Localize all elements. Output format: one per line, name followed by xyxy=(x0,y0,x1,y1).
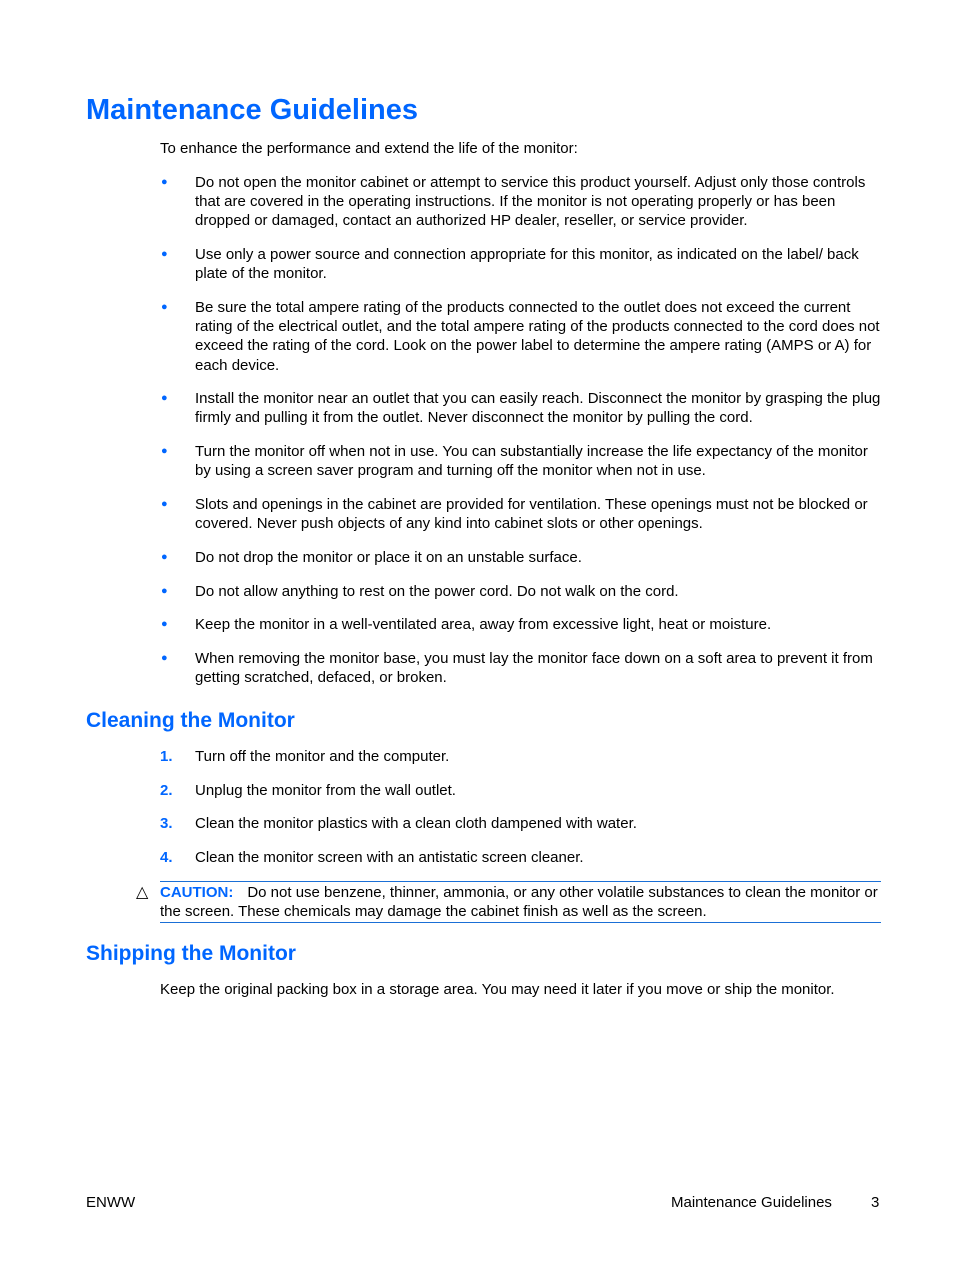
intro-text: To enhance the performance and extend the life of the monitor: xyxy=(160,140,578,157)
step-text: Turn off the monitor and the computer. xyxy=(195,748,450,765)
guideline-item xyxy=(160,615,882,634)
cleaning-step xyxy=(160,781,882,800)
guideline-text: Be sure the total ampere rating of the products connected to the outlet does not exceed the current rating of the electrical outlet, and the total ampere rating of the products connected to the cord does not exceed the rating of the cord. Look on the power label to determine the ampere rating (AMPS or A) for each device. xyxy=(195,299,880,374)
bullet-icon: ● xyxy=(161,392,168,404)
guideline-item xyxy=(160,548,882,567)
shipping-heading: Shipping the Monitor xyxy=(86,942,296,965)
bullet-icon: ● xyxy=(161,498,168,510)
bullet-icon: ● xyxy=(161,301,168,313)
guideline-item xyxy=(160,173,882,231)
guideline-item xyxy=(160,495,882,533)
guideline-text: When removing the monitor base, you must lay the monitor face down on a soft area to prevent it from getting scratched, defaced, or broken. xyxy=(195,650,873,687)
bullet-icon: ● xyxy=(161,551,168,563)
guideline-text: Do not open the monitor cabinet or attempt to service this product yourself. Adjust only those controls that are covered in the operating instructions. If the monitor is not operating properly or has been dropped or damaged, contact an authorized HP dealer, reseller, or service provider. xyxy=(195,174,866,230)
bullet-icon: ● xyxy=(161,176,168,188)
step-number: 4. xyxy=(160,849,173,866)
bullet-icon: ● xyxy=(161,652,168,664)
guideline-text: Keep the monitor in a well-ventilated area, away from excessive light, heat or moisture. xyxy=(195,616,772,633)
cleaning-step xyxy=(160,848,882,867)
guideline-text: Install the monitor near an outlet that you can easily reach. Disconnect the monitor by grasping the plug firmly and pulling it from the outlet. Never disconnect the monitor by pulling the cord. xyxy=(195,390,881,427)
cleaning-heading: Cleaning the Monitor xyxy=(86,709,295,732)
caution-triangle-icon: △ xyxy=(136,884,149,901)
cleaning-step xyxy=(160,814,882,833)
guideline-text: Turn the monitor off when not in use. You can substantially increase the life expectancy of the monitor by using a screen saver program and turning off the monitor when not in use. xyxy=(195,443,868,480)
page-number: 3 xyxy=(871,1194,880,1211)
step-text: Clean the monitor screen with an antistatic screen cleaner. xyxy=(195,849,584,866)
guideline-text: Do not drop the monitor or place it on an unstable surface. xyxy=(195,549,582,566)
caution-label: CAUTION: xyxy=(160,884,234,901)
guideline-item xyxy=(160,442,882,480)
guideline-item xyxy=(160,389,882,427)
guideline-item xyxy=(160,298,882,375)
guideline-text: Use only a power source and connection appropriate for this monitor, as indicated on the label/ back plate of the monitor. xyxy=(195,246,859,283)
step-number: 1. xyxy=(160,748,173,765)
bullet-icon: ● xyxy=(161,248,168,260)
page-title: Maintenance Guidelines xyxy=(86,94,418,126)
bullet-icon: ● xyxy=(161,585,168,597)
guideline-text: Slots and openings in the cabinet are provided for ventilation. These openings must not be blocked or covered. Never push objects of any kind into cabinet slots or other openings. xyxy=(195,496,868,533)
guideline-item xyxy=(160,245,882,283)
step-number: 3. xyxy=(160,815,173,832)
caution-text: Do not use benzene, thinner, ammonia, or any other volatile substances to clean the monitor or the screen. These chemicals may damage the cabinet finish as well as the screen. xyxy=(160,884,878,921)
step-text: Unplug the monitor from the wall outlet. xyxy=(195,782,456,799)
footer-section-title: Maintenance Guidelines xyxy=(671,1194,832,1211)
bullet-icon: ● xyxy=(161,618,168,630)
guideline-item xyxy=(160,582,882,601)
cleaning-step xyxy=(160,747,882,766)
footer-left: ENWW xyxy=(86,1194,136,1211)
step-text: Clean the monitor plastics with a clean cloth dampened with water. xyxy=(195,815,637,832)
guideline-text: Do not allow anything to rest on the power cord. Do not walk on the cord. xyxy=(195,583,679,600)
step-number: 2. xyxy=(160,782,173,799)
guideline-item xyxy=(160,649,882,687)
shipping-text: Keep the original packing box in a storage area. You may need it later if you move or ship the monitor. xyxy=(160,981,835,998)
caution-note xyxy=(136,881,881,923)
bullet-icon: ● xyxy=(161,445,168,457)
